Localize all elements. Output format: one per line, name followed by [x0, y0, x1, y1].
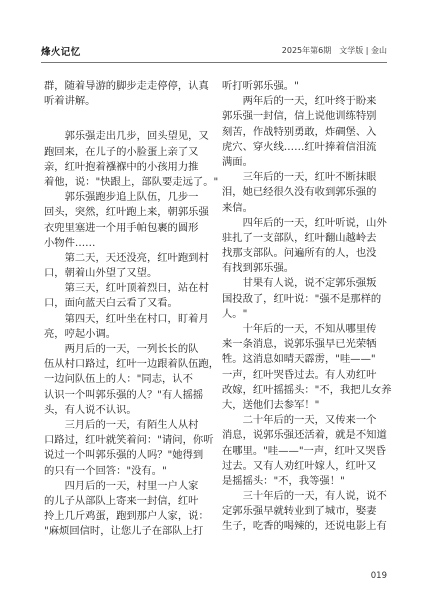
text-line: 头，有人说不认识。 — [44, 403, 137, 416]
text-line: 说过一个叫郭乐强的人吗？"她得到 — [44, 449, 204, 462]
text-line: 回头，突然，红叶跑上来，朝郭乐强 — [44, 206, 209, 219]
text-line: 两年后的一天，红叶终于盼来 — [242, 95, 377, 108]
text-line: 口，面向蓝天白云看了又看。 — [44, 297, 178, 310]
text-line: 是摇摇头："不，我等强！" — [222, 474, 345, 487]
text-line: 第二天，天还没亮，红叶跑到村 — [64, 251, 209, 264]
text-line: 着他，说："快跟上，部队要走远了。" — [44, 175, 219, 188]
text-line: 国投敌了，红叶说："强不是那样的 — [222, 292, 382, 305]
text-line: 衣兜里塞进一个用手帕包裹的圆形 — [44, 221, 199, 234]
text-line: 口，朝着山外望了又望。 — [44, 267, 158, 280]
text-line: 改嫁，红叶摇摇头："不，我把儿女养 — [222, 383, 392, 396]
text-line: 三月后的一天，有陌生人从村 — [64, 418, 199, 431]
text-line: 刻苦，作战特别勇敢，炸碉堡、入 — [222, 125, 377, 138]
text-line: 小物件…… — [44, 236, 96, 249]
page-number: 019 — [370, 571, 387, 581]
paragraph-gap — [44, 109, 210, 129]
text-line: 的儿子从部队上寄来一封信，红叶 — [44, 494, 199, 507]
issue-info: 2025年第6期 文学版 | 金山 — [281, 46, 387, 55]
text-line: "麻烦回信时，让您儿子在部队上打 — [44, 525, 204, 538]
text-line: 人。" — [222, 307, 248, 320]
text-line: 拎上几斤鸡蛋，跑到那户人家，说： — [44, 510, 209, 523]
text-line: 四月后的一天，村里一户人家 — [64, 479, 199, 492]
text-line: 一边问队伍上的人："同志，认不 — [44, 373, 193, 386]
running-header — [41, 44, 387, 60]
text-line: 甘果有人说，说不定郭乐强叛 — [242, 277, 377, 290]
text-line: 郭乐强跑步追上队伍，几步一 — [64, 191, 199, 204]
left-text-column — [44, 79, 220, 539]
text-line: 两月后的一天，一列长长的队 — [64, 343, 199, 355]
text-line: 消息，说郭乐强还活着，就是不知道 — [222, 429, 387, 442]
text-line: 来一条消息，说郭乐强早已光荣牺 — [222, 338, 377, 351]
text-line: 在哪里。"哇——"一声，红叶又哭昏 — [222, 444, 386, 457]
text-line: 第四天，红叶坐在村口，盯着月 — [64, 312, 209, 325]
text-line: 来信。 — [222, 201, 253, 214]
text-line: 一声，红叶哭昏过去。有人劝红叶 — [222, 368, 377, 381]
text-line: 伍从村口路过，红叶一边跟着队伍跑， — [44, 358, 220, 371]
section-title: 烽火记忆 — [41, 47, 81, 58]
text-line: 过去。又有人劝红叶嫁人，红叶又 — [222, 459, 377, 472]
text-line: 认识一个叫郭乐强的人？"有人摇摇 — [44, 388, 204, 401]
text-line: 跑回来，在儿子的小脸蛋上亲了又 — [44, 145, 199, 158]
text-line: 第三天，红叶顶着烈日，站在村 — [64, 282, 209, 295]
text-line: 满面。 — [222, 155, 253, 168]
text-line: 听打听郭乐强。" — [222, 80, 299, 92]
text-line: 虎穴、穿火线……红叶捧着信泪流 — [222, 140, 377, 153]
text-line: 亲，红叶抱着襁褓中的小孩用力推 — [44, 160, 199, 173]
text-line: 四年后的一天，红叶听说，山外 — [242, 216, 387, 229]
text-line: 亮，哼起小调。 — [44, 327, 117, 340]
text-line: 找那支部队。问遍所有的人，也没 — [222, 247, 377, 260]
text-line: 郭乐强走出几步，回头望见，又 — [64, 130, 209, 143]
text-line: 驻扎了一支部队，红叶翻山越岭去 — [222, 231, 377, 244]
text-line: 三年后的一天，红叶不断抹眼 — [242, 171, 377, 184]
header-rule — [41, 62, 387, 63]
text-line: 的只有一个回答："没有。" — [44, 464, 167, 477]
text-line: 泪，她已经很久没有收到郭乐强的 — [222, 186, 377, 199]
right-text-column — [222, 79, 392, 535]
text-line: 定郭乐强早就转业到了城市，娶妻 — [222, 505, 377, 518]
text-line: 群，随着导游的脚步走走停停，认真 — [44, 80, 209, 92]
text-line: 口路过，红叶就笑着问："请问，你听 — [44, 434, 214, 447]
text-line: 三十年后的一天，有人说，说不 — [242, 490, 387, 503]
text-line: 二十年后的一天，又传来一个 — [242, 414, 377, 427]
text-line: 听着讲解。 — [44, 95, 96, 108]
text-line: 郭乐强一封信，信上说他训练特别 — [222, 110, 377, 123]
text-line: 生子，吃香的喝辣的，还说电影上有 — [222, 520, 387, 533]
text-line: 牲。这消息如晴天霹雳，"哇——" — [222, 353, 376, 366]
text-line: 大，送他们去参军！" — [222, 398, 320, 411]
text-line: 十年后的一天，不知从哪里传 — [242, 323, 377, 335]
text-line: 有找到郭乐强。 — [222, 262, 295, 275]
